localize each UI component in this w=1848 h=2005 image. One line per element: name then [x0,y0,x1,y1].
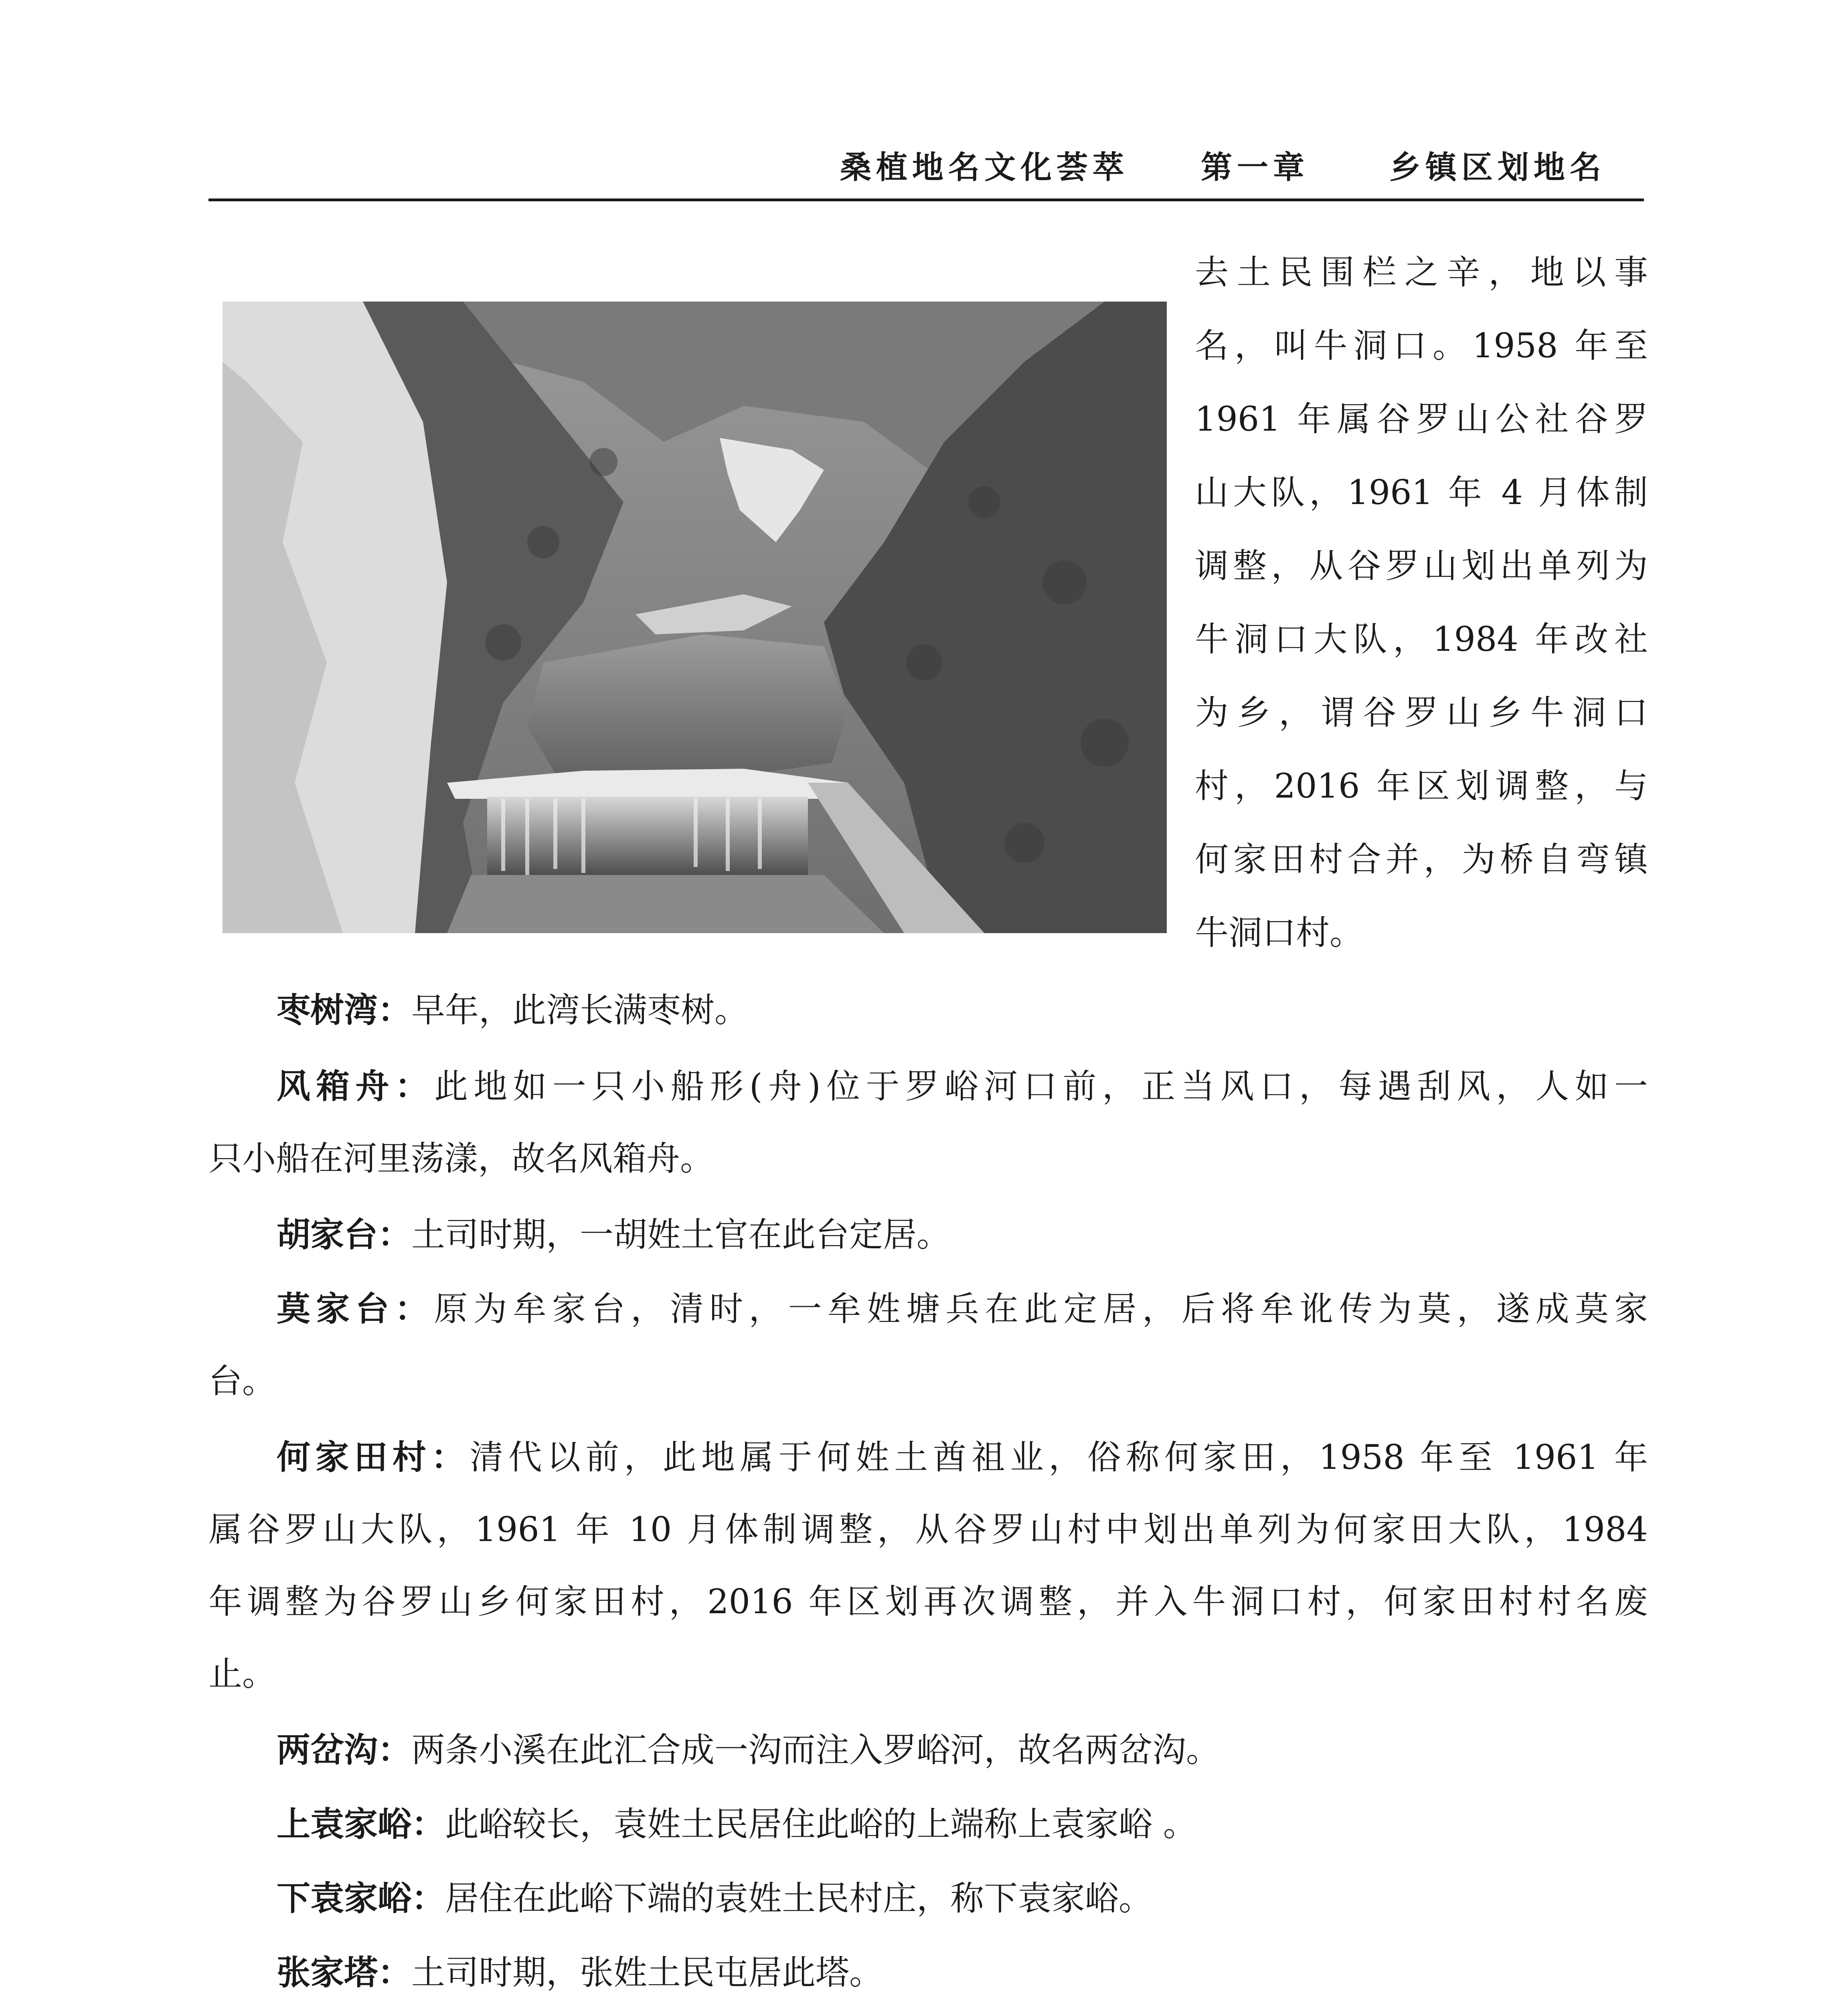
entry-text: 两条小溪在此汇合成一沟而注入罗峪河，故名两岔沟。 [411,1730,1220,1770]
entry-zhangjiata [208,1947,1648,1998]
entry-term: 风箱舟： [277,1067,434,1106]
entry-text: 此地如一只小船形(舟)位于罗峪河口前，正当风口，每遇刮风，人如一 [434,1067,1648,1106]
entry-text: 居住在此峪下端的袁姓土民村庄，称下袁家峪。 [445,1879,1153,1918]
entry-hejiatiancun-cont-3: 止。 [208,1654,276,1693]
side-text-line-6: 牛洞口大队，1984 年改社 [1195,620,1648,659]
entry-hejiatiancun-cont-2: 年调整为谷罗山乡何家田村，2016 年区划再次调整，并入牛洞口村，何家田村村名废 [208,1582,1648,1621]
side-text-line-3: 1961 年属谷罗山公社谷罗 [1195,399,1648,439]
entry-mojiatai [208,1283,1648,1335]
side-text-line-5: 调整，从谷罗山划出单列为 [1195,546,1648,585]
entry-hejiatiancun [208,1432,1648,1483]
entry-zaoshuwan [208,984,1648,1036]
entry-xiayuanjiayu [208,1873,1648,1924]
header-section: 乡镇区划地名 [1389,149,1606,186]
entry-text: 原为牟家台，清时，一牟姓塘兵在此定居，后将牟讹传为莫，遂成莫家 [434,1289,1648,1329]
side-text-line-10: 牛洞口村。 [1195,913,1364,952]
entry-hujiatai [208,1209,1648,1260]
entry-term: 何家田村： [277,1438,470,1477]
header-chapter: 第一章 [1200,149,1309,186]
running-header [208,142,1644,201]
entry-fengxiangzhou-cont: 只小船在河里荡漾，故名风箱舟。 [208,1139,714,1178]
side-text-line-9: 何家田村合并，为桥自弯镇 [1195,840,1648,879]
side-text-line-4: 山大队，1961 年 4 月体制 [1195,473,1648,512]
header-book-title: 桑植地名文化荟萃 [840,149,1129,186]
entry-term: 两岔沟： [277,1730,412,1770]
entry-text: 土司时期，张姓土民屯居此塔。 [411,1953,883,1992]
entry-hejiatiancun-cont-1: 属谷罗山大队，1961 年 10 月体制调整，从谷罗山村中划出单列为何家田大队，1984 [208,1510,1648,1549]
side-text-line-7: 为乡，谓谷罗山乡牛洞口 [1195,693,1648,732]
entry-text: 土司时期，一胡姓土官在此台定居。 [411,1215,951,1254]
entry-term: 上袁家峪： [277,1804,445,1844]
entry-term: 枣树湾： [277,990,412,1030]
entry-fengxiangzhou [208,1061,1648,1112]
entry-text: 早年，此湾长满枣树。 [411,990,749,1030]
entry-liangchagou [208,1724,1648,1776]
dam-waterfall-photo [223,302,1167,933]
entry-text: 清代以前，此地属于何姓土酋祖业，俗称何家田，1958 年至 1961 年 [470,1438,1648,1477]
side-text-line-1: 去土民围栏之辛，地以事 [1195,253,1648,292]
entry-term: 下袁家峪： [277,1879,445,1918]
entry-term: 胡家台： [277,1215,412,1254]
entry-term: 张家塔： [277,1953,412,1992]
entry-term: 莫家台： [277,1289,434,1329]
entry-mojiatai-cont: 台。 [208,1361,276,1401]
entry-text: 此峪较长，袁姓土民居住此峪的上端称上袁家峪 。 [445,1804,1197,1844]
side-text-line-8: 村，2016 年区划调整，与 [1195,766,1648,806]
side-text-line-2: 名，叫牛洞口。1958 年至 [1195,326,1648,365]
header-text [840,142,1606,187]
entry-shangyuanjiayu [208,1798,1648,1850]
